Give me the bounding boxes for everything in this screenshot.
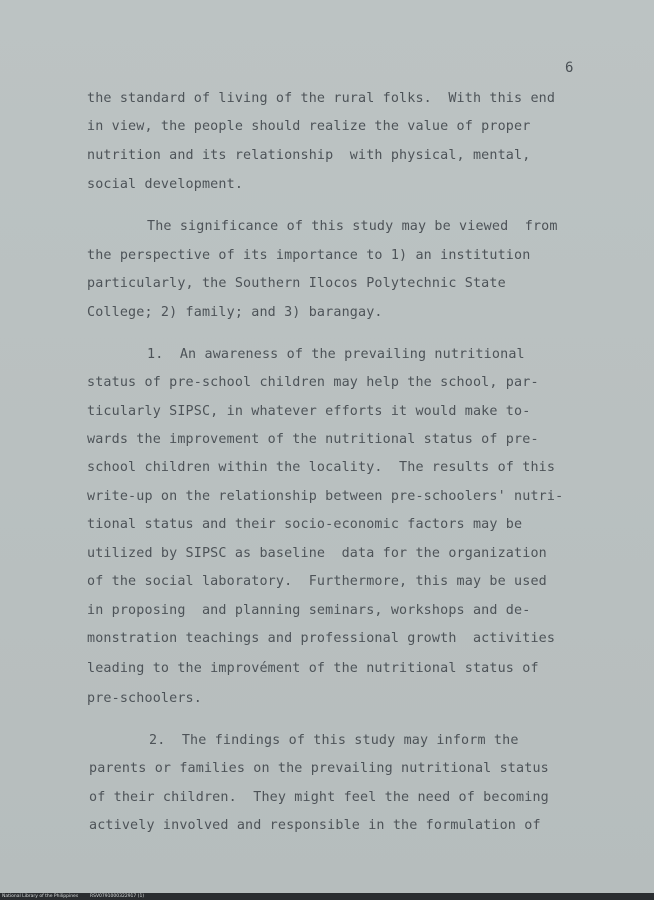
text-line: the standard of living of the rural folks. With this end — [87, 91, 556, 106]
scan-footer-bar — [0, 893, 654, 900]
text-line: in view, the people should realize the value of proper — [87, 119, 531, 134]
text-line: actively involved and responsible in the formulation of — [89, 818, 541, 833]
text-line: pre-schoolers. — [87, 691, 202, 706]
text-line: The significance of this study may be viewed from — [147, 219, 558, 234]
text-line: parents or families on the prevailing nutritional status — [89, 761, 549, 776]
text-line: utilized by SIPSC as baseline data for the organization — [87, 546, 547, 561]
text-line: tional status and their socio-economic factors may be — [87, 517, 523, 532]
text-line: monstration teachings and professional growth activities — [87, 631, 556, 646]
text-line: ticularly SIPSC, in whatever efforts it would make to- — [87, 404, 531, 419]
footer-record-id: RSV0791000322917 (1) — [90, 894, 145, 899]
text-line: social development. — [87, 177, 244, 192]
text-line: of their children. They might feel the need of becoming — [89, 790, 549, 805]
text-line: status of pre-school children may help the school, par- — [87, 375, 539, 390]
text-line: leading to the improvément of the nutritional status of — [87, 661, 539, 676]
text-line: in proposing and planning seminars, workshops and de- — [87, 603, 531, 618]
footer-library-label: National Library of the Philippines — [2, 894, 79, 899]
text-line: write-up on the relationship between pre-schoolers' nutri- — [87, 489, 564, 504]
text-line: 1. An awareness of the prevailing nutritional — [147, 347, 525, 362]
text-line: nutrition and its relationship with physical, mental, — [87, 148, 531, 163]
text-line: College; 2) family; and 3) barangay. — [87, 305, 383, 320]
text-line: of the social laboratory. Furthermore, this may be used — [87, 574, 547, 589]
text-line: particularly, the Southern Ilocos Polytechnic State — [87, 276, 506, 291]
text-line: 2. The findings of this study may inform the — [149, 733, 519, 748]
page-number: 6 — [565, 60, 574, 76]
text-line: the perspective of its importance to 1) an institution — [87, 248, 531, 263]
text-line: wards the improvement of the nutritional status of pre- — [87, 432, 539, 447]
text-line: school children within the locality. The results of this — [87, 460, 556, 475]
